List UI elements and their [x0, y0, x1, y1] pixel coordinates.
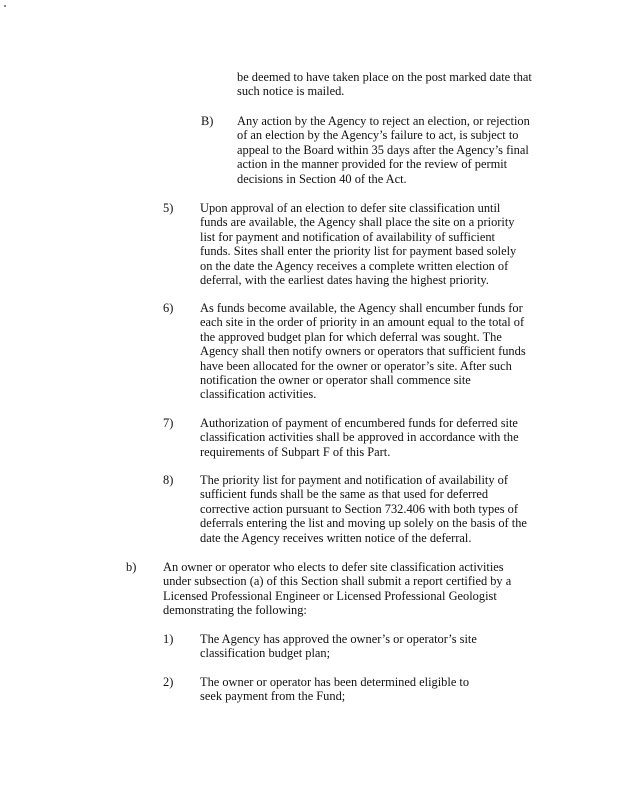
item-b1-label: 1)	[163, 632, 174, 646]
item-b-text: An owner or operator who elects to defer site classification activities under subsection (a) of this Section shall submit a report certified by a Licensed Professional Engineer or Licensed Professional Geologist demonstrating the following:	[163, 560, 512, 618]
item-5-label: 5)	[163, 201, 174, 215]
item-b1-text: The Agency has approved the owner’s or operator’s site classification budget plan;	[200, 632, 477, 661]
scan-speck	[4, 5, 6, 7]
item-B-text: Any action by the Agency to reject an election, or rejection of an election by the Agency’s failure to act, is subject to appeal to the Board within 35 days after the Agency’s final action in the manner provided for the review of permit decisions in Section 40 of the Act.	[237, 114, 530, 186]
item-7-label: 7)	[163, 416, 174, 430]
item-b-label: b)	[126, 560, 137, 574]
item-8-label: 8)	[163, 473, 174, 487]
item-7-text: Authorization of payment of encumbered funds for deferred site classification activities shall be approved in accordance with the requirements of Subpart F of this Part.	[200, 416, 519, 459]
continuation-paragraph: be deemed to have taken place on the post marked date that such notice is mailed.	[237, 70, 532, 99]
item-6-label: 6)	[163, 301, 174, 315]
item-6-text: As funds become available, the Agency shall encumber funds for each site in the order of priority in an amount equal to the total of the approved budget plan for which deferral was sought. The Agency shall then notify owners or operators that sufficient funds have been allocated for the owner or operator’s site. After such notification the owner or operator shall commence site classification activities.	[200, 301, 526, 402]
item-B-label: B)	[201, 114, 214, 128]
item-8-text: The priority list for payment and notification of availability of sufficient funds shall be the same as that used for deferred corrective action pursuant to Section 732.406 with both types of deferrals entering the list and moving up solely on the basis of the date the Agency receives written notice of the deferral.	[200, 473, 527, 545]
item-b2-text: The owner or operator has been determined eligible to seek payment from the Fund;	[200, 675, 470, 704]
item-5-text: Upon approval of an election to defer site classification until funds are available, the Agency shall place the site on a priority list for payment and notification of availability of sufficient funds. Sites shall enter the priority list for payment based solely on the date the Agency receives a complete written election of deferral, with the earliest dates having the highest priority.	[200, 201, 517, 288]
item-b2-label: 2)	[163, 675, 174, 689]
